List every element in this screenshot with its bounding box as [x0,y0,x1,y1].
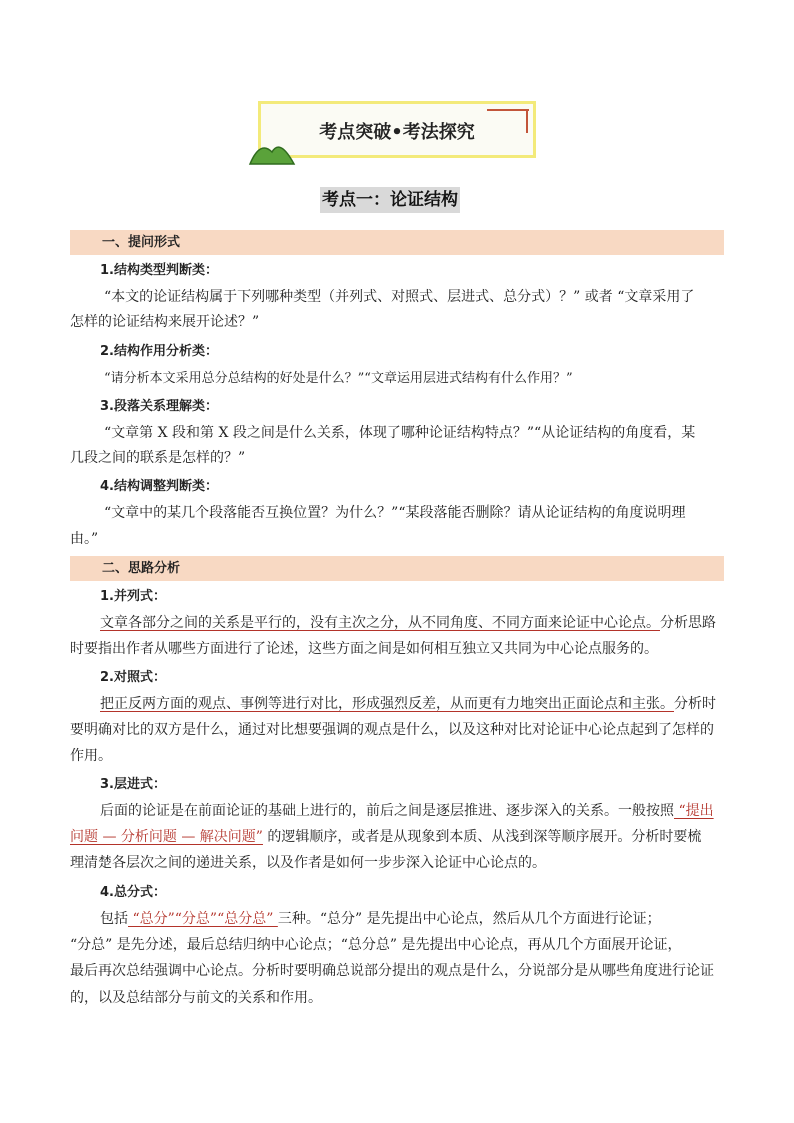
p1-line2: 时要指出作者从哪些方面进行了论述，这些方面之间是如何相互独立又共同为中心论点服务的。 [70,641,658,657]
p2-line1 [100,693,716,713]
p3-line2 [70,826,701,846]
p4-highlight: “总分”“分总”“总分总” [128,911,278,927]
p3-line1 [100,800,714,820]
p2-title: 2.对照式： [100,670,166,685]
q1-line1: “本文的论证结构属于下列哪种类型（并列式、对照式、层进式、总分式）？” 或者 “文章采用了 [104,289,695,305]
p1-title: 1.并列式： [100,589,166,604]
hills-icon [248,136,298,166]
p3-highlight-b: 问题 — 分析问题 — 解决问题” [70,829,263,845]
p1-highlight: 文章各部分之间的关系是平行的，没有主次之分，从不同角度、不同方面来论证中心论点。 [100,615,660,631]
q4-line1: “文章中的某几个段落能否互换位置？为什么？”“某段落能否删除？请从论证结构的角度说明理 [104,505,686,521]
q1-title: 1.结构类型判断类： [100,263,218,278]
p4-line1-rest: 三种。“总分” 是先提出中心论点，然后从几个方面进行论证； [277,911,661,927]
q2-title: 2.结构作用分析类： [100,344,218,359]
p2-line1-rest: 分析时 [674,696,716,712]
p3-highlight-a: “提出 [674,803,714,819]
q3-line2: 几段之间的联系是怎样的？” [70,450,246,466]
p3-line1-text: 后面的论证是在前面论证的基础上进行的，前后之间是逐层推进、逐步深入的关系。一般按照 [100,803,674,819]
p4-line1-text: 包括 [100,911,128,927]
p3-line3: 理清楚各层次之间的递进关系，以及作者是如何一步步深入论证中心论点的。 [70,855,546,871]
p1-line1 [100,612,716,632]
banner-decoration-line-vertical [526,109,528,133]
p4-line2: “分总” 是先分述，最后总结归纳中心论点；“总分总” 是先提出中心论点，再从几个方面展开论证， [70,937,682,953]
p4-line1 [100,908,661,928]
p2-highlight: 把正反两方面的观点、事例等进行对比，形成强烈反差，从而更有力地突出正面论点和主张。 [100,696,674,712]
p4-line3: 最后再次总结强调中心论点。分析时要明确总说部分提出的观点是什么，分说部分是从哪些角度进行论证 [70,963,714,979]
p4-line4: 的，以及总结部分与前文的关系和作用。 [70,990,322,1006]
p4-title: 4.总分式： [100,885,166,900]
q3-title: 3.段落关系理解类： [100,399,218,414]
q4-line2: 由。” [70,531,99,547]
p2-line3: 作用。 [70,748,112,764]
part2-heading: 二、思路分析 [70,556,724,581]
q2-line1: “请分析本文采用总分总结构的好处是什么？”“文章运用层进式结构有什么作用？” [104,371,573,386]
part1-heading: 一、提问形式 [70,230,724,255]
q1-line2: 怎样的论证结构来展开论述？” [70,314,260,330]
q4-title: 4.结构调整判断类： [100,479,218,494]
p2-line2: 要明确对比的双方是什么，通过对比想要强调的观点是什么，以及这种对比对论证中心论点起到了怎样的 [70,722,714,738]
banner-title: 考点突破•考法探究 [319,122,475,143]
q3-line1: “文章第 X 段和第 X 段之间是什么关系，体现了哪种论证结构特点？”“从论证结构的角度看，某 [104,425,696,441]
p3-line2-rest: 的逻辑顺序，或者是从现象到本质、从浅到深等顺序展开。分析时要梳 [262,829,702,845]
p3-title: 3.层进式： [100,777,166,792]
p1-line1-rest: 分析思路 [660,615,716,631]
section-title: 考点一：论证结构 [320,187,460,213]
banner-decoration-line [487,109,529,111]
